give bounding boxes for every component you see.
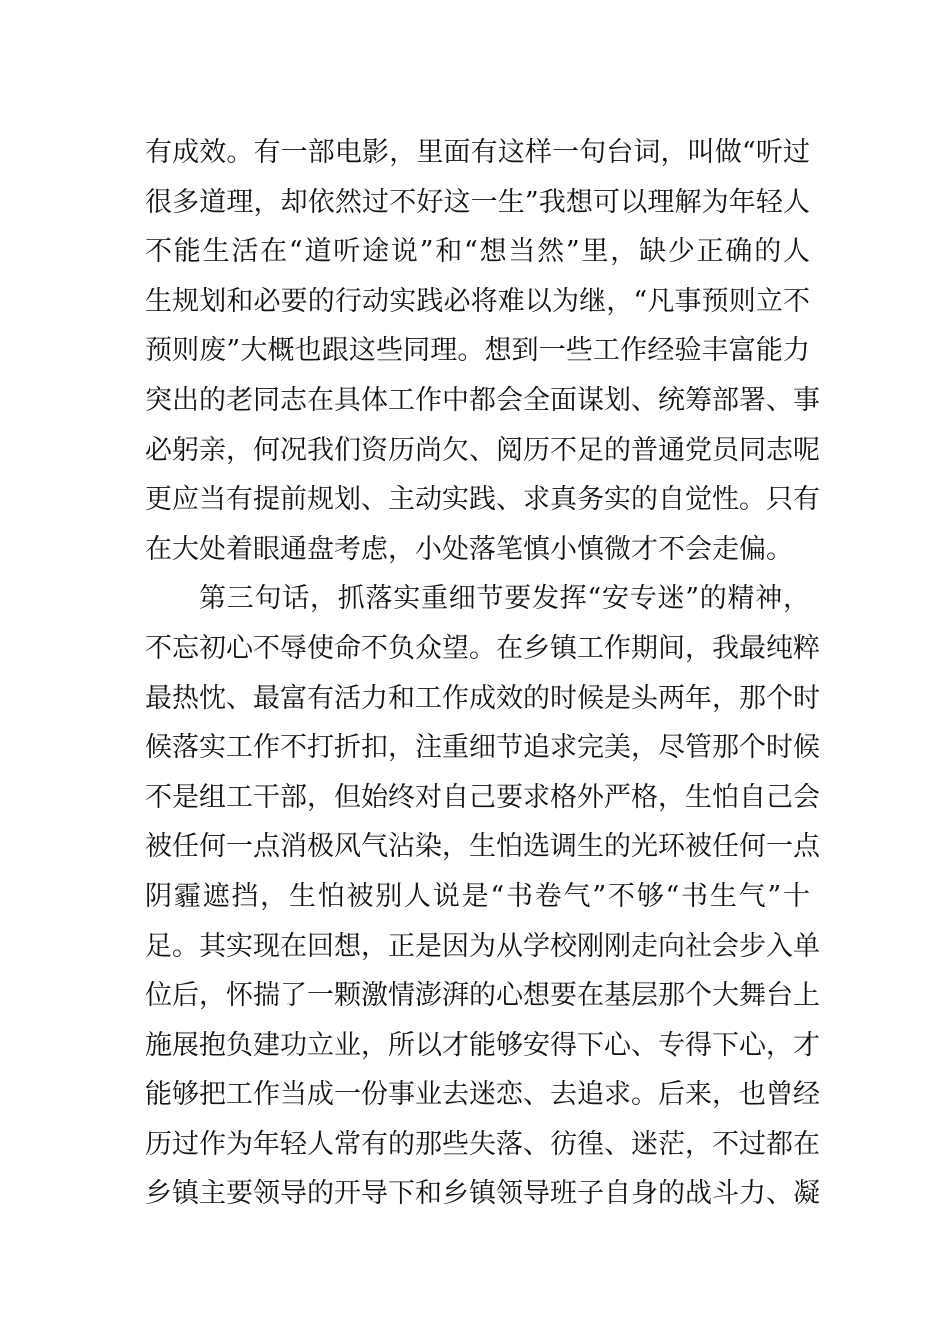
text-line: 有成效。有一部电影，里面有这样一句台词，叫做“听过 <box>145 137 810 168</box>
body-text <box>145 128 820 1219</box>
text-line: 不能生活在“道听途说”和“想当然”里，缺少正确的人 <box>145 236 810 268</box>
text-line: 施展抱负建功立业，所以才能够安得下心、专得下心，才 <box>145 1029 820 1061</box>
text-line: 阴霾遮挡，生怕被别人说是“书卷气”不够“书生气”十 <box>145 880 810 912</box>
text-line: 被任何一点消极风气沾染，生怕选调生的光环被任何一点 <box>145 831 820 863</box>
text-line: 能够把工作当成一份事业去迷恋、去追求。后来，也曾经 <box>145 1079 820 1111</box>
text-line: 乡镇主要领导的开导下和乡镇领导班子自身的战斗力、凝 <box>145 1178 820 1210</box>
text-line: 候落实工作不打折扣，注重细节追求完美，尽管那个时候 <box>145 732 820 764</box>
paragraph-end-line: 在大处着眼通盘考虑，小处落笔慎小慎微才不会走偏。 <box>145 533 793 565</box>
text-line: 很多道理，却依然过不好这一生”我想可以理解为年轻人 <box>145 186 810 218</box>
text-line: 更应当有提前规划、主动实践、求真务实的自觉性。只有 <box>145 484 820 516</box>
text-line: 最热忱、最富有活力和工作成效的时候是头两年，那个时 <box>145 682 820 714</box>
paragraph-start-line: 第三句话，抓落实重细节要发挥“安专迷”的精神， <box>199 583 810 615</box>
text-line: 必躬亲，何况我们资历尚欠、阅历不足的普通党员同志呢 <box>145 434 820 466</box>
text-line: 突出的老同志在具体工作中都会全面谋划、统筹部署、事 <box>145 384 820 416</box>
text-line: 预则废”大概也跟这些同理。想到一些工作经验丰富能力 <box>145 335 810 367</box>
text-line: 不是组工干部，但始终对自己要求格外严格，生怕自己会 <box>145 781 820 813</box>
text-line: 历过作为年轻人常有的那些失落、彷徨、迷茫，不过都在 <box>145 1128 820 1160</box>
text-line: 生规划和必要的行动实践必将难以为继，“凡事预则立不 <box>145 285 810 317</box>
text-line: 位后，怀揣了一颗激情澎湃的心想要在基层那个大舞台上 <box>145 980 820 1012</box>
text-line: 不忘初心不辱使命不负众望。在乡镇工作期间，我最纯粹 <box>145 632 820 664</box>
text-line: 足。其实现在回想，正是因为从学校刚刚走向社会步入单 <box>145 930 820 962</box>
